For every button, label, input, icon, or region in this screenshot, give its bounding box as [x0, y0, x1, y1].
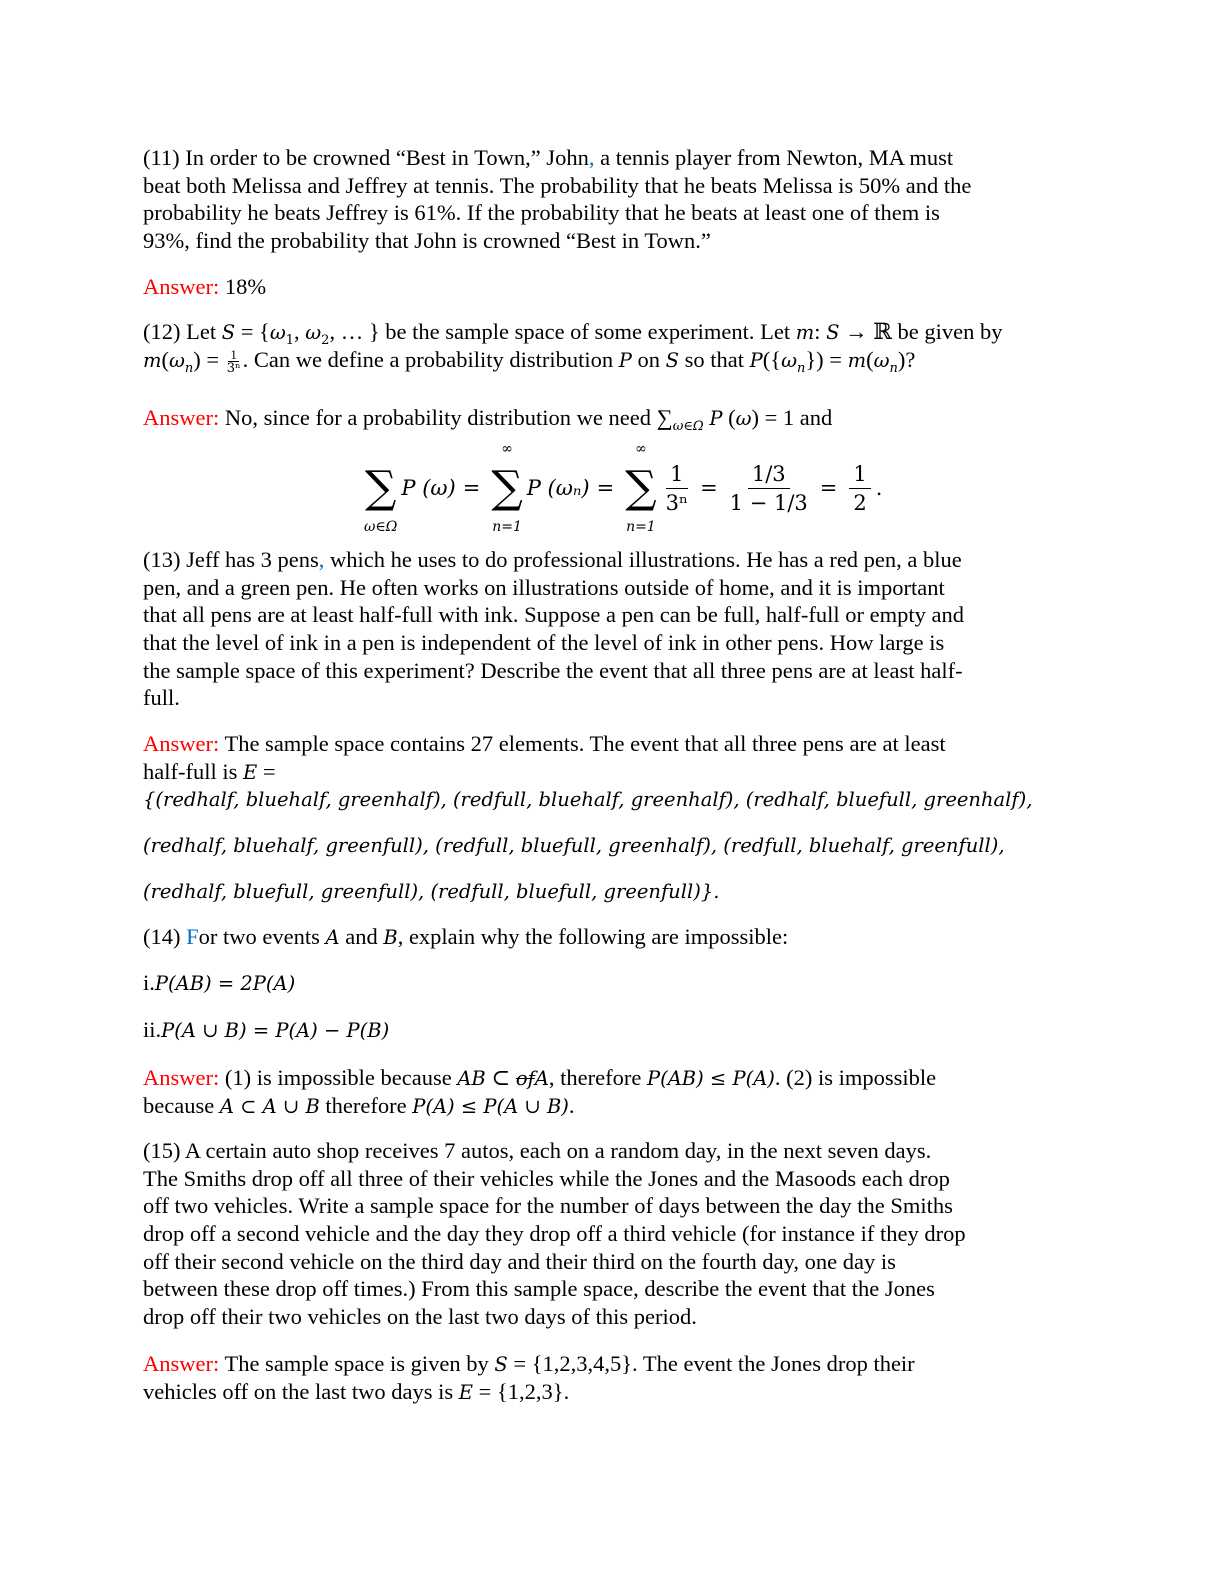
math-expression: (redhalf, bluehalf, greenfull), (redfull, bluefull, greenhalf), (redfull, bluehalf, greenfull),: [143, 834, 1005, 857]
text-line: [143, 877, 719, 905]
text-segment: ,: [318, 547, 325, 572]
math-expression: P: [749, 348, 763, 372]
text-segment: 2: [321, 333, 330, 348]
math-expression: ω: [305, 321, 322, 344]
text-segment: off their second vehicle on the third day and their third on the fourth day, one day is: [143, 1248, 896, 1274]
text-segment: i.: [143, 970, 155, 995]
paragraph-q13: [143, 546, 964, 712]
text-line: [143, 318, 1003, 346]
paragraph-q14i: [143, 969, 295, 997]
text-segment: ,: [588, 145, 595, 170]
text-line: [143, 172, 971, 200]
math-expression: E: [458, 1380, 474, 1404]
text-segment: =: [257, 758, 276, 784]
text-line: [143, 601, 964, 629]
text-segment: ii.: [143, 1017, 162, 1042]
text-segment: n: [184, 360, 194, 376]
text-segment: drop off their two vehicles on the last two days of this period.: [143, 1304, 697, 1330]
math-expression: m: [143, 348, 162, 372]
text-segment: → ℝ be given by: [839, 319, 1003, 344]
text-line: [143, 273, 266, 301]
text-segment: (15) A certain auto shop receives 7 autos, each on a random day, in the next seven days.: [143, 1138, 932, 1163]
fraction-numerator: 1/3: [748, 460, 790, 489]
text-segment: n: [796, 360, 806, 376]
text-segment: :: [814, 319, 827, 344]
period: .: [875, 476, 883, 500]
fraction-denominator: 3ⁿ: [226, 361, 241, 377]
text-segment: 18%: [219, 274, 267, 299]
paragraph-a14: [143, 1064, 936, 1119]
fraction-geometric: [730, 460, 808, 517]
math-expression: E: [242, 760, 258, 784]
text-segment: , … } be the sample space of some experiment. Let: [329, 319, 796, 344]
answer-label: Answer:: [143, 405, 220, 430]
text-line: [143, 758, 1032, 786]
text-line: [143, 1064, 936, 1092]
sum-upper-limit: ∞: [501, 441, 513, 457]
math-expression: B: [383, 926, 398, 949]
text-segment: }) =: [805, 346, 848, 372]
text-line: [143, 1137, 966, 1165]
text-segment: ⊂: [485, 1065, 516, 1090]
text-line: [143, 1016, 389, 1044]
answer-label: Answer:: [143, 1351, 220, 1376]
sigma-symbol: ∑: [364, 462, 397, 513]
sum-over-n: [491, 440, 522, 536]
fraction-numerator: 1: [230, 347, 237, 363]
text-segment: )?: [897, 346, 916, 372]
text-segment: F: [186, 924, 199, 949]
math-expression: P: [709, 407, 723, 430]
text-segment: No, since for a probability distribution we need ∑: [219, 405, 673, 430]
term-p-omega: P (ω): [401, 476, 456, 500]
equals: =: [596, 476, 615, 500]
text-segment: probability he beats Jeffrey is 61%. If the probability that he beats at least one of them is: [143, 200, 940, 226]
text-segment: because: [143, 1092, 220, 1118]
text-segment: which he uses to do professional illustrations. He has a red pen, a blue: [324, 547, 962, 572]
text-segment: (13) Jeff has 3 pens: [143, 547, 319, 572]
text-segment: on: [631, 346, 666, 372]
text-segment: = {1,2,3}.: [473, 1378, 570, 1404]
paragraph-a13a: [143, 730, 1032, 813]
text-segment: ,: [294, 319, 306, 344]
math-expression: (redhalf, bluefull, greenfull), (redfull, bluefull, greenfull)}.: [143, 880, 720, 903]
paragraph-a13c: [143, 877, 719, 905]
math-expression: P(A) ≤ P(A ∪ B): [412, 1094, 569, 1118]
equals: =: [819, 476, 838, 500]
answer-label: Answer:: [143, 274, 220, 299]
text-line: [143, 1303, 966, 1331]
math-expression: S: [494, 1353, 508, 1376]
inline-fraction: [227, 348, 241, 375]
text-segment: ({: [762, 346, 782, 372]
sigma-symbol: ∑: [491, 462, 523, 513]
fraction-one-half: [849, 460, 870, 517]
text-segment: of: [515, 1067, 535, 1090]
sum-lower-limit: n=1: [492, 519, 522, 535]
math-expression: AB: [457, 1067, 486, 1090]
paragraph-a13b: [143, 831, 1005, 859]
text-line: [143, 199, 971, 227]
text-line: [143, 969, 295, 997]
text-segment: , therefore: [548, 1065, 647, 1090]
text-segment: and: [339, 924, 384, 949]
text-segment: between these drop off times.) From this sample space, describe the event that the Jones: [143, 1276, 935, 1302]
math-expression: ω: [735, 407, 752, 430]
text-line: [143, 404, 832, 432]
text-segment: (: [161, 346, 169, 372]
text-segment: = {1,2,3,4,5}. The event the Jones drop their: [507, 1351, 915, 1376]
text-line: [143, 1378, 915, 1406]
text-line: [143, 144, 971, 172]
text-segment: or two events: [198, 924, 326, 949]
text-line: [143, 1192, 966, 1220]
text-segment: ω∈Ω: [672, 419, 704, 434]
math-expression: P: [618, 348, 632, 372]
paragraph-q11: [143, 144, 971, 255]
fraction-1-over-3n: [666, 460, 688, 517]
text-segment: drop off a second vehicle and the day they drop off a third vehicle (for instance if they drop: [143, 1221, 966, 1247]
text-segment: n: [889, 360, 898, 376]
text-segment: (: [866, 346, 874, 372]
text-line: [143, 1350, 915, 1378]
text-segment: The sample space is given by: [219, 1351, 495, 1376]
text-segment: 1: [285, 333, 295, 348]
text-line: [143, 546, 964, 574]
text-segment: . Can we define a probability distribution: [242, 346, 619, 372]
sum-lower-limit: n=1: [626, 519, 656, 535]
math-expression: m: [847, 348, 867, 372]
text-segment: , explain why the following are impossible:: [397, 924, 789, 949]
text-line: [143, 1165, 966, 1193]
text-segment: that all pens are at least half-full with ink. Suppose a pen can be full, half-full or empty and: [143, 602, 964, 628]
text-line: [143, 574, 964, 602]
text-segment: (11) In order to be crowned “Best in Town,” John: [143, 145, 589, 170]
math-expression: ω: [269, 321, 286, 344]
sum-over-n-2: [625, 440, 656, 536]
fraction-denominator: 2: [853, 490, 867, 515]
answer-label: Answer:: [143, 731, 220, 756]
paragraph-a15: [143, 1350, 915, 1405]
math-expression: S: [826, 321, 840, 344]
paragraph-a12: [143, 404, 832, 432]
text-segment: (14): [143, 924, 187, 949]
fraction-denominator: 1 − 1/3: [729, 490, 808, 515]
text-segment: that the level of ink in a pen is independent of the level of ink in other pens. How large is: [143, 630, 945, 656]
text-segment: off two vehicles. Write a sample space for the number of days between the day the Smiths: [143, 1193, 953, 1219]
math-expression: A ⊂ A ∪ B: [219, 1094, 320, 1118]
text-segment: a tennis player from Newton, MA must: [594, 145, 954, 170]
math-expression: ω: [873, 348, 890, 372]
text-segment: full.: [143, 685, 180, 711]
math-expression: A: [325, 926, 340, 949]
text-segment: ) = 1 and: [751, 405, 833, 430]
text-segment: 93%, find the probability that John is crowned “Best in Town.”: [143, 228, 711, 254]
text-line: [143, 346, 1003, 377]
answer-label: Answer:: [143, 1065, 220, 1090]
text-line: [143, 227, 971, 255]
text-line: [143, 1220, 966, 1248]
math-expression: P(AB) = 2P(A): [154, 972, 296, 995]
text-segment: (12) Let: [143, 319, 222, 344]
sum-over-omega: [364, 440, 397, 536]
text-segment: The sample space contains 27 elements. The event that all three pens are at least: [219, 731, 946, 756]
math-expression: S: [221, 321, 236, 344]
equals: =: [462, 476, 481, 500]
paragraph-a11: [143, 273, 266, 301]
text-line: [143, 923, 788, 951]
text-segment: = {: [235, 319, 270, 344]
text-line: [143, 730, 1032, 758]
text-segment: The Smiths drop off all three of their vehicles while the Jones and the Masoods each drop: [143, 1165, 950, 1191]
text-segment: (1) is impossible because: [219, 1065, 458, 1090]
text-segment: .: [568, 1092, 575, 1118]
fraction-numerator: 1: [666, 460, 687, 489]
text-segment: pen, and a green pen. He often works on illustrations outside of home, and it is important: [143, 574, 945, 600]
sum-lower-limit: ω∈Ω: [364, 519, 398, 535]
text-line: [143, 657, 964, 685]
math-expression: P(AB) ≤ P(A): [646, 1067, 775, 1090]
paragraph-q12: [143, 318, 1003, 377]
math-expression: S: [665, 348, 680, 372]
display-equation: [360, 440, 882, 536]
math-expression: m: [795, 321, 815, 344]
math-expression: A: [534, 1067, 549, 1090]
text-segment: beat both Melissa and Jeffrey at tennis. The probability that he beats Melissa is 50% and the: [143, 172, 972, 198]
fraction-numerator: 1: [849, 460, 870, 489]
math-expression: {(redhalf, bluehalf, greenhalf), (redfull, bluehalf, greenhalf), (redhalf, bluefull, greenhalf),: [143, 788, 1033, 812]
math-expression: ω: [781, 348, 797, 372]
text-segment: so that: [679, 346, 750, 372]
text-line: [143, 684, 964, 712]
text-segment: . (2) is impossible: [774, 1065, 937, 1090]
fraction-denominator: 3ⁿ: [665, 490, 689, 515]
text-line: [143, 785, 1032, 813]
text-line: [143, 629, 964, 657]
paragraph-q14: [143, 923, 788, 951]
text-line: [143, 831, 1005, 859]
text-line: [143, 1248, 966, 1276]
text-line: [143, 1275, 966, 1303]
text-segment: (: [722, 405, 736, 430]
sum-upper-limit: ∞: [635, 441, 647, 457]
term-p-omega-n: P (ωₙ): [526, 476, 590, 500]
math-expression: ω: [169, 348, 185, 372]
text-segment: vehicles off on the last two days is: [143, 1378, 459, 1404]
text-line: [143, 1092, 936, 1120]
text-segment: ) =: [193, 346, 225, 372]
math-expression: P(A ∪ B) = P(A) − P(B): [161, 1019, 390, 1042]
sigma-symbol: ∑: [625, 462, 657, 513]
paragraph-q15: [143, 1137, 966, 1331]
paragraph-q14ii: [143, 1016, 389, 1044]
equals: =: [700, 476, 718, 500]
text-segment: half-full is: [143, 758, 243, 784]
text-segment: therefore: [319, 1092, 413, 1118]
text-segment: the sample space of this experiment? Describe the event that all three pens are at least half-: [143, 657, 963, 683]
